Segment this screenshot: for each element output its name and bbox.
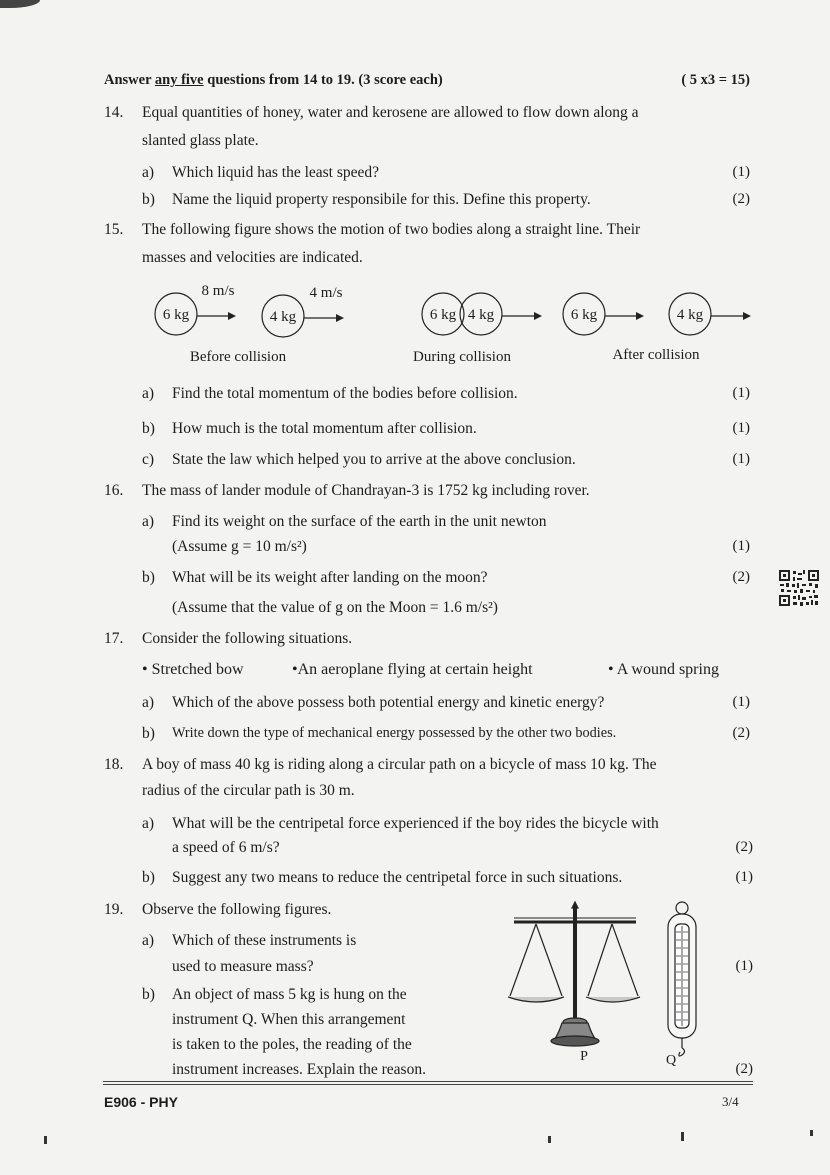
q14-b-label: b) [142, 191, 155, 208]
q19-a-text: Which of these instruments is [172, 932, 357, 949]
during-mass2-label: 4 kg [467, 307, 495, 323]
q17-item1: • Stretched bow [142, 661, 244, 678]
q17-item2: •An aeroplane flying at certain height [292, 661, 533, 678]
q14-a-mark: (1) [732, 164, 750, 180]
q16-b-mark: (2) [732, 569, 750, 585]
q15-a-text: Find the total momentum of the bodies before collision. [172, 385, 518, 402]
collision-figure [0, 275, 830, 375]
q15-line2: masses and velocities are indicated. [142, 249, 363, 266]
q18-line2: radius of the circular path is 30 m. [142, 782, 355, 799]
q19-line1: Observe the following figures. [142, 901, 332, 918]
q16-b-label: b) [142, 569, 155, 586]
q16-a-text2: (Assume g = 10 m/s²) [172, 538, 307, 555]
before-mass2-label: 4 kg [269, 309, 297, 325]
q17-b-mark: (2) [732, 725, 750, 741]
after-arrowhead1 [636, 312, 644, 320]
q17-b-text: Write down the type of mechanical energy possessed by the other two bodies. [172, 725, 617, 741]
scan-mark-edge [810, 1130, 813, 1136]
q15-c-text: State the law which helped you to arrive at the above conclusion. [172, 451, 576, 468]
q14-number: 14. [104, 104, 124, 121]
q19-number: 19. [104, 901, 124, 918]
during-collision-label: During collision [413, 349, 511, 365]
q16-number: 16. [104, 482, 124, 499]
q14-b-text: Name the liquid property responsibile for this. Define this property. [172, 191, 591, 208]
before-arrowhead1 [228, 312, 236, 320]
q19-b-text: An object of mass 5 kg is hung on the [172, 986, 407, 1003]
q19-a-label: a) [142, 932, 155, 949]
before-arrowhead2 [336, 314, 344, 322]
q14-a-text: Which liquid has the least speed? [172, 164, 380, 181]
instruction-prefix: Answer [104, 72, 155, 88]
q18-a-label: a) [142, 815, 155, 832]
q17-b-label: b) [142, 725, 155, 742]
q19-b-text4: instrument increases. Explain the reason. [172, 1061, 426, 1078]
q19-b-mark: (2) [735, 1061, 753, 1077]
before-velocity2: 4 m/s [309, 285, 343, 301]
q18-b-text: Suggest any two means to reduce the centripetal force in such situations. [172, 869, 623, 886]
footer-divider-thin [103, 1084, 753, 1085]
after-collision-label: After collision [612, 347, 700, 363]
instruments-figure [500, 900, 715, 1070]
paper-code: E906 - PHY [104, 1094, 178, 1110]
before-velocity1: 8 m/s [201, 283, 235, 299]
q15-b-mark: (1) [732, 420, 750, 436]
q15-a-mark: (1) [732, 385, 750, 401]
scan-corner-shadow [0, 0, 40, 8]
before-collision-label: Before collision [189, 349, 287, 365]
q16-a-mark: (1) [732, 538, 750, 554]
q15-c-label: c) [142, 451, 155, 468]
q15-line1: The following figure shows the motion of two bodies along a straight line. Their [142, 221, 641, 238]
q14-a-label: a) [142, 164, 155, 181]
after-mass1-label: 6 kg [570, 307, 598, 323]
q14-b-mark: (2) [732, 191, 750, 207]
q14-line1: Equal quantities of honey, water and kerosene are allowed to flow down along a [142, 104, 639, 121]
during-arrowhead [534, 312, 542, 320]
during-mass1-label: 6 kg [429, 307, 457, 323]
footer-divider [103, 1081, 753, 1082]
q15-b-label: b) [142, 420, 155, 437]
q18-line1: A boy of mass 40 kg is riding along a circular path on a bicycle of mass 10 kg. The [142, 756, 657, 773]
instruction-underlined: any five [154, 72, 204, 88]
q19-b-text3: is taken to the poles, the reading of the [172, 1036, 412, 1053]
q15-c-mark: (1) [732, 451, 750, 467]
before-mass1-label: 6 kg [162, 307, 190, 323]
section-total-marks: ( 5 x3 = 15) [681, 72, 750, 88]
q16-b-text: What will be its weight after landing on the moon? [172, 569, 488, 586]
after-arrowhead2 [743, 312, 751, 320]
q14-line2: slanted glass plate. [142, 132, 259, 149]
instrument-p-label: P [580, 1049, 588, 1064]
q19-a-text2: used to measure mass? [172, 958, 314, 975]
scan-mark-left [44, 1136, 47, 1144]
q16-line1: The mass of lander module of Chandrayan-3 is 1752 kg including rover. [142, 482, 590, 499]
q18-a-mark: (2) [735, 839, 753, 855]
q19-b-label: b) [142, 986, 155, 1003]
q17-a-text: Which of the above possess both potential energy and kinetic energy? [172, 694, 605, 711]
q18-a-text2: a speed of 6 m/s? [172, 839, 280, 856]
after-mass2-label: 4 kg [676, 307, 704, 323]
q16-a-label: a) [142, 513, 155, 530]
q19-b-text2: instrument Q. When this arrangement [172, 1011, 406, 1028]
q18-a-text: What will be the centripetal force experienced if the boy rides the bicycle with [172, 815, 659, 832]
instrument-q-label: Q [665, 1053, 677, 1068]
q15-a-label: a) [142, 385, 155, 402]
page-number: 3/4 [722, 1094, 739, 1109]
q19-a-mark: (1) [735, 958, 753, 974]
q16-a-text: Find its weight on the surface of the earth in the unit newton [172, 513, 547, 530]
qr-code-icon [778, 569, 820, 607]
q16-b-text2: (Assume that the value of g on the Moon = 1.6 m/s²) [172, 599, 498, 616]
q18-b-mark: (1) [735, 869, 753, 885]
instruction-suffix: questions from 14 to 19. (3 score each) [203, 72, 443, 88]
q17-a-label: a) [142, 694, 155, 711]
q17-number: 17. [104, 630, 124, 647]
q15-number: 15. [104, 221, 124, 238]
q18-b-label: b) [142, 869, 155, 886]
beam-balance-icon [508, 902, 640, 1046]
q18-number: 18. [104, 756, 124, 773]
q15-b-text: How much is the total momentum after collision. [172, 420, 477, 437]
scan-mark-center [548, 1136, 551, 1143]
scan-mark-right [681, 1132, 684, 1141]
q17-item3: • A wound spring [608, 661, 719, 678]
q17-a-mark: (1) [732, 694, 750, 710]
section-instruction [104, 72, 443, 89]
spring-balance-icon [668, 902, 696, 1056]
q17-line1: Consider the following situations. [142, 630, 353, 647]
